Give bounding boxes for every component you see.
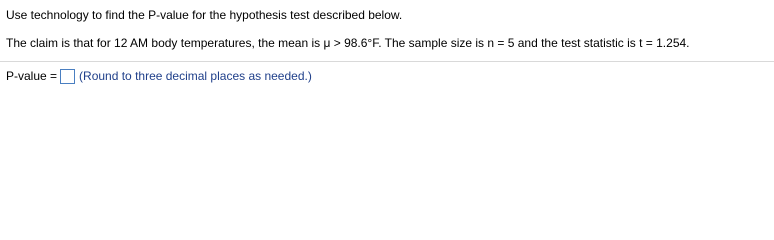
divider — [0, 61, 774, 62]
p-value-label: P-value = — [6, 69, 58, 83]
rounding-hint: (Round to three decimal places as needed.) — [79, 69, 312, 83]
answer-row — [6, 66, 312, 86]
claim-text: The claim is that for 12 AM body temperatures, the mean is μ > 98.6°F. The sample size is n = 5 and the test statistic is t = 1.254. — [6, 36, 690, 50]
instruction-text: Use technology to find the P-value for the hypothesis test described below. — [6, 8, 403, 22]
p-value-input[interactable] — [60, 69, 75, 84]
